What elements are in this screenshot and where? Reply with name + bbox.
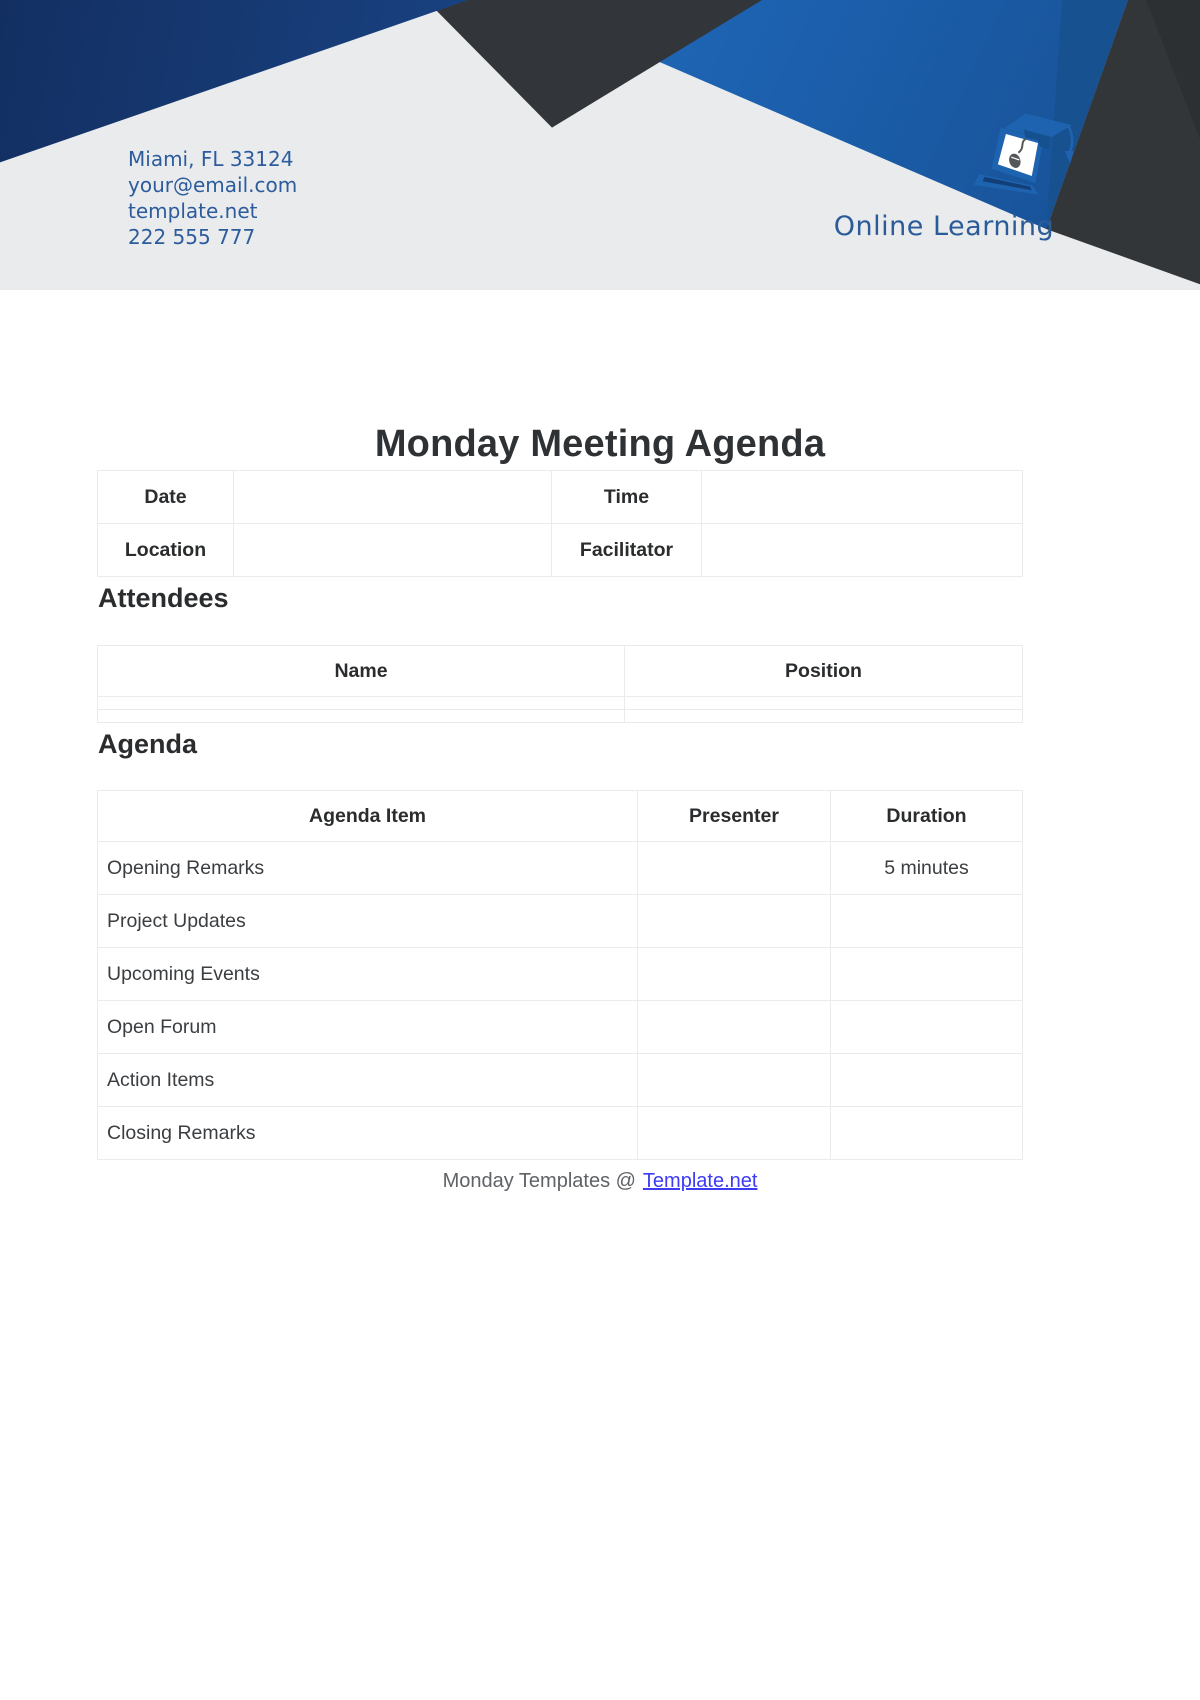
contact-info bbox=[128, 146, 297, 250]
agenda-item-cell: Upcoming Events bbox=[98, 948, 638, 1001]
table-row bbox=[98, 471, 1023, 524]
attendee-position-cell[interactable] bbox=[625, 710, 1023, 723]
facilitator-label: Facilitator bbox=[552, 524, 702, 577]
meeting-info-table bbox=[97, 470, 1023, 577]
date-label: Date bbox=[98, 471, 234, 524]
attendees-table bbox=[97, 645, 1023, 723]
attendee-position-cell[interactable] bbox=[625, 697, 1023, 710]
presenter-cell[interactable] bbox=[638, 1054, 831, 1107]
contact-address: Miami, FL 33124 bbox=[128, 147, 294, 171]
presenter-cell[interactable] bbox=[638, 895, 831, 948]
table-row bbox=[98, 524, 1023, 577]
time-value-cell[interactable] bbox=[702, 471, 1023, 524]
attendees-heading: Attendees bbox=[98, 583, 229, 613]
agenda-heading: Agenda bbox=[98, 729, 198, 759]
brand-name: Online Learning bbox=[833, 211, 1055, 242]
letterhead bbox=[0, 0, 1200, 290]
presenter-cell[interactable] bbox=[638, 842, 831, 895]
table-row bbox=[98, 842, 1023, 895]
footer-text: Monday Templates @ bbox=[442, 1170, 636, 1192]
time-label: Time bbox=[552, 471, 702, 524]
attendees-position-column-header: Position bbox=[625, 646, 1023, 697]
agenda-item-column-header: Agenda Item bbox=[98, 791, 638, 842]
agenda-table bbox=[97, 790, 1023, 1160]
table-row bbox=[98, 1001, 1023, 1054]
location-value-cell[interactable] bbox=[234, 524, 552, 577]
location-label: Location bbox=[98, 524, 234, 577]
presenter-cell[interactable] bbox=[638, 948, 831, 1001]
presenter-column-header: Presenter bbox=[638, 791, 831, 842]
agenda-item-cell: Closing Remarks bbox=[98, 1107, 638, 1160]
table-row bbox=[98, 895, 1023, 948]
duration-cell[interactable] bbox=[831, 1001, 1023, 1054]
attendee-name-cell[interactable] bbox=[98, 710, 625, 723]
table-header-row bbox=[98, 646, 1023, 697]
duration-cell[interactable] bbox=[831, 1107, 1023, 1160]
table-header-row bbox=[98, 791, 1023, 842]
duration-cell[interactable]: 5 minutes bbox=[831, 842, 1023, 895]
duration-cell[interactable] bbox=[831, 895, 1023, 948]
duration-cell[interactable] bbox=[831, 1054, 1023, 1107]
duration-column-header: Duration bbox=[831, 791, 1023, 842]
facilitator-value-cell[interactable] bbox=[702, 524, 1023, 577]
attendee-name-cell[interactable] bbox=[98, 697, 625, 710]
document-footer bbox=[0, 1170, 1200, 1193]
table-row bbox=[98, 1107, 1023, 1160]
agenda-item-cell: Opening Remarks bbox=[98, 842, 638, 895]
contact-website: template.net bbox=[128, 199, 258, 223]
template-net-link[interactable]: Template.net bbox=[642, 1170, 758, 1192]
table-row bbox=[98, 697, 1023, 710]
table-row bbox=[98, 710, 1023, 723]
attendees-name-column-header: Name bbox=[98, 646, 625, 697]
presenter-cell[interactable] bbox=[638, 1107, 831, 1160]
agenda-item-cell: Open Forum bbox=[98, 1001, 638, 1054]
table-row bbox=[98, 948, 1023, 1001]
contact-phone: 222 555 777 bbox=[128, 225, 256, 249]
presenter-cell[interactable] bbox=[638, 1001, 831, 1054]
page-title: Monday Meeting Agenda bbox=[374, 423, 826, 466]
agenda-item-cell: Action Items bbox=[98, 1054, 638, 1107]
laptop-graduation-cap-mouse-icon bbox=[972, 106, 1088, 212]
table-row bbox=[98, 1054, 1023, 1107]
duration-cell[interactable] bbox=[831, 948, 1023, 1001]
contact-email: your@email.com bbox=[128, 173, 298, 197]
agenda-item-cell: Project Updates bbox=[98, 895, 638, 948]
date-value-cell[interactable] bbox=[234, 471, 552, 524]
